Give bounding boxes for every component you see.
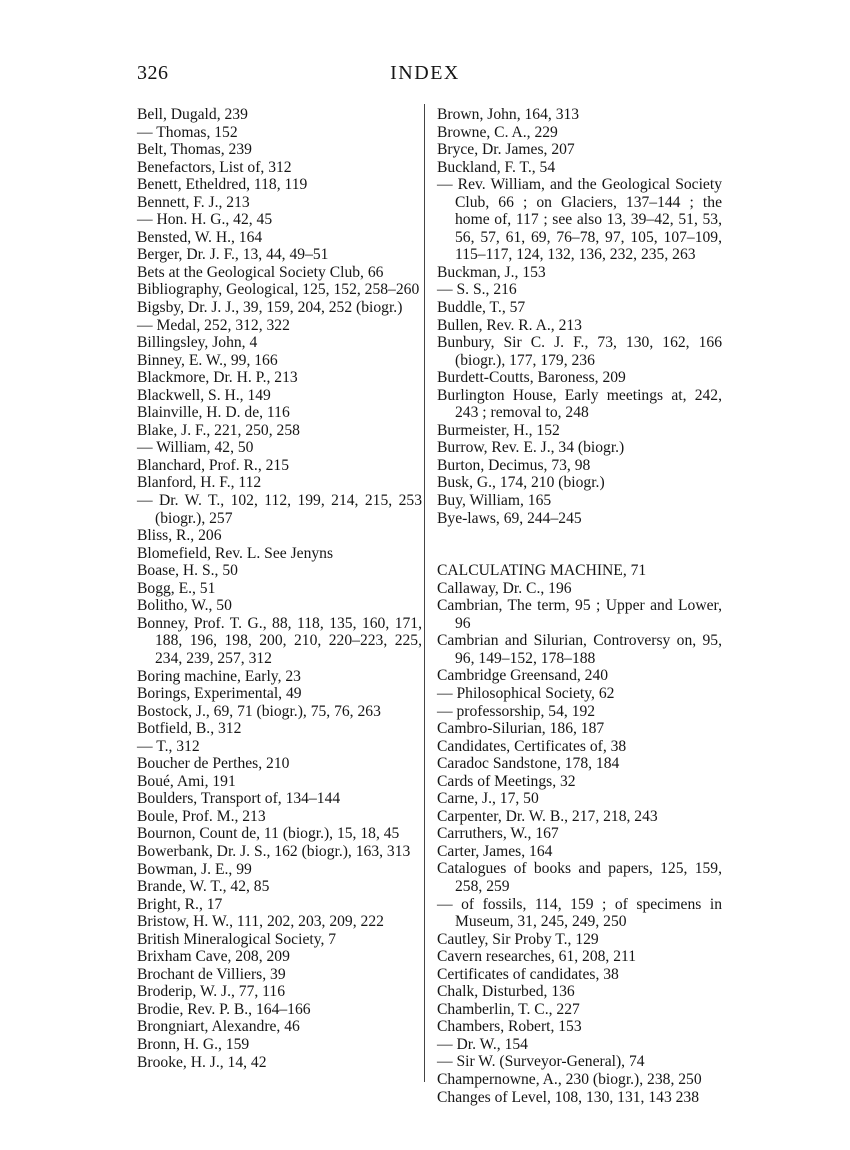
index-entry: CALCULATING MACHINE, 71 — [437, 562, 647, 580]
index-entry: — Philosophical Society, 62 — [437, 684, 615, 702]
index-entry: Carruthers, W., 167 — [437, 825, 559, 843]
index-entry: — Sir W. (Surveyor-General), 74 — [437, 1053, 645, 1071]
index-entry: Cambridge Greensand, 240 — [437, 667, 609, 685]
index-entry: Cambrian and Silurian, Controversy on, 95, 96, 149–152, 178–188 — [437, 632, 722, 667]
index-entry: — Dr. W. T., 102, 112, 199, 214, 215, 253 (biogr.), 257 — [137, 492, 422, 527]
index-entry: Buy, William, 165 — [437, 492, 552, 510]
index-entry: Boulders, Transport of, 134–144 — [137, 790, 341, 808]
index-entry: Cavern researches, 61, 208, 211 — [437, 948, 637, 966]
index-entry: Boucher de Perthes, 210 — [137, 755, 290, 773]
section-gap — [437, 527, 722, 562]
index-entry: Benett, Etheldred, 118, 119 — [137, 176, 308, 194]
index-entry: Bournon, Count de, 11 (biogr.), 15, 18, 45 — [137, 825, 400, 843]
index-entry: Caradoc Sandstone, 178, 184 — [437, 755, 620, 773]
column-divider — [424, 104, 425, 1082]
index-entry: — Dr. W., 154 — [437, 1035, 528, 1053]
index-entry: Cambrian, The term, 95 ; Upper and Lower, 96 — [437, 597, 722, 632]
index-entry: Brooke, H. J., 14, 42 — [137, 1053, 267, 1071]
index-entry: Bibliography, Geological, 125, 152, 258–260 — [137, 281, 420, 299]
index-entry: Burlington House, Early meetings at, 242, 243 ; removal to, 248 — [437, 386, 722, 422]
index-entry: Borings, Experimental, 49 — [137, 685, 302, 703]
index-entry: Burmeister, H., 152 — [437, 421, 560, 439]
index-entry: Chamberlin, T. C., 227 — [437, 1000, 580, 1018]
index-entry: Carter, James, 164 — [437, 842, 553, 860]
index-entry: Blake, J. F., 221, 250, 258 — [137, 421, 300, 439]
index-entry: — William, 42, 50 — [137, 439, 254, 457]
index-entry: Buckland, F. T., 54 — [437, 158, 556, 176]
index-entry: Burton, Decimus, 73, 98 — [437, 456, 591, 474]
index-column-left — [137, 106, 422, 1071]
index-column-right — [437, 106, 722, 1106]
index-entry: Bowman, J. E., 99 — [137, 860, 252, 878]
index-entry: Bell, Dugald, 239 — [137, 106, 248, 123]
index-entry: Carpenter, Dr. W. B., 217, 218, 243 — [437, 807, 658, 825]
index-entry: Cambro-Silurian, 186, 187 — [437, 720, 605, 738]
index-entry: — S. S., 216 — [437, 281, 517, 299]
index-entry: — T., 312 — [137, 737, 200, 755]
index-entry: Brochant de Villiers, 39 — [137, 965, 286, 983]
index-entry: Boase, H. S., 50 — [137, 562, 238, 580]
index-entry: Chambers, Robert, 153 — [437, 1018, 582, 1036]
index-entry: Catalogues of books and papers, 125, 159, 258, 259 — [437, 860, 722, 895]
index-entry: Champernowne, A., 230 (biogr.), 238, 250 — [437, 1070, 702, 1088]
index-entry: Brown, John, 164, 313 — [437, 106, 580, 123]
index-entry: — Medal, 252, 312, 322 — [137, 316, 290, 334]
index-entry: Changes of Level, 108, 130, 131, 143 238 — [437, 1088, 700, 1106]
index-entry: Buddle, T., 57 — [437, 299, 526, 317]
index-entry: Cards of Meetings, 32 — [437, 772, 576, 790]
index-entry: Benefactors, List of, 312 — [137, 158, 292, 176]
index-entry: Browne, C. A., 229 — [437, 123, 558, 141]
index-entry: Bye-laws, 69, 244–245 — [437, 509, 582, 527]
running-head-title: INDEX — [390, 62, 460, 84]
index-entry: Broderip, W. J., 77, 116 — [137, 983, 285, 1001]
index-entry: Bostock, J., 69, 71 (biogr.), 75, 76, 263 — [137, 702, 381, 720]
index-entry: Belt, Thomas, 239 — [137, 141, 252, 159]
index-entry: Blackmore, Dr. H. P., 213 — [137, 369, 298, 387]
index-entry: Blomefield, Rev. L. See Jenyns — [137, 544, 334, 562]
index-entry: British Mineralogical Society, 7 — [137, 930, 337, 948]
index-entry: Cautley, Sir Proby T., 129 — [437, 930, 599, 948]
index-entry: Boule, Prof. M., 213 — [137, 807, 266, 825]
index-entry: Certificates of candidates, 38 — [437, 965, 619, 983]
index-entry: Carne, J., 17, 50 — [437, 790, 539, 808]
index-entry: — of fossils, 114, 159 ; of specimens in Museum, 31, 245, 249, 250 — [437, 895, 722, 931]
index-entry: Bogg, E., 51 — [137, 579, 216, 597]
index-entry: Candidates, Certificates of, 38 — [437, 737, 627, 755]
index-entry: Bristow, H. W., 111, 202, 203, 209, 222 — [137, 913, 384, 931]
index-entry: Callaway, Dr. C., 196 — [437, 579, 572, 597]
index-entry: Berger, Dr. J. F., 13, 44, 49–51 — [137, 246, 329, 264]
index-entry: Blackwell, S. H., 149 — [137, 386, 271, 404]
index-entry: Bigsby, Dr. J. J., 39, 159, 204, 252 (biogr.) — [137, 299, 403, 317]
index-entry: Bensted, W. H., 164 — [137, 228, 263, 246]
page-number: 326 — [137, 62, 169, 84]
index-entry: Blanchard, Prof. R., 215 — [137, 456, 290, 474]
index-entry: — professorship, 54, 192 — [437, 702, 596, 720]
index-entry: Binney, E. W., 99, 166 — [137, 351, 278, 369]
index-entry: Billingsley, John, 4 — [137, 334, 258, 352]
index-entry: Bronn, H. G., 159 — [137, 1035, 250, 1053]
index-entry: — Thomas, 152 — [137, 123, 238, 141]
index-entry: Bunbury, Sir C. J. F., 73, 130, 162, 166 (biogr.), 177, 179, 236 — [437, 334, 722, 369]
index-entry: Blanford, H. F., 112 — [137, 474, 262, 492]
index-entry: Burrow, Rev. E. J., 34 (biogr.) — [437, 439, 625, 457]
index-entry: Brongniart, Alexandre, 46 — [137, 1018, 300, 1036]
index-entry: Bennett, F. J., 213 — [137, 193, 250, 211]
index-entry: Bowerbank, Dr. J. S., 162 (biogr.), 163, 313 — [137, 842, 411, 860]
index-entry: Bets at the Geological Society Club, 66 — [137, 263, 384, 281]
index-entry: Blainville, H. D. de, 116 — [137, 404, 290, 422]
index-entry: Bryce, Dr. James, 207 — [437, 141, 575, 159]
index-entry: — Hon. H. G., 42, 45 — [137, 211, 273, 229]
index-entry: Bonney, Prof. T. G., 88, 118, 135, 160, 171, 188, 196, 198, 200, 210, 220–223, 225, 234, 239, 257, 312 — [137, 614, 422, 667]
index-entry: Buckman, J., 153 — [437, 263, 546, 281]
index-entry: Bolitho, W., 50 — [137, 597, 232, 615]
index-entry: Brodie, Rev. P. B., 164–166 — [137, 1000, 311, 1018]
index-entry: Boring machine, Early, 23 — [137, 667, 301, 685]
index-entry: Bright, R., 17 — [137, 895, 223, 913]
index-entry: Burdett-Coutts, Baroness, 209 — [437, 369, 626, 387]
index-entry: Bullen, Rev. R. A., 213 — [437, 316, 582, 334]
index-entry: Botfield, B., 312 — [137, 720, 242, 738]
index-entry: Brande, W. T., 42, 85 — [137, 878, 270, 896]
index-entry: — Rev. William, and the Geological Society Club, 66 ; on Glaciers, 137–144 ; the home of, 117 ; see also 13, 39–42, 51, 53, 56, 57, 61, 69, 76–78, 97, 105, 107–109, 115–117, 124, 132, 136, 232, 235, 263 — [437, 176, 722, 264]
index-entry: Chalk, Disturbed, 136 — [437, 983, 575, 1001]
index-entry: Bliss, R., 206 — [137, 527, 222, 545]
index-entry: Boué, Ami, 191 — [137, 772, 236, 790]
index-entry: Brixham Cave, 208, 209 — [137, 948, 290, 966]
index-entry: Busk, G., 174, 210 (biogr.) — [437, 474, 605, 492]
